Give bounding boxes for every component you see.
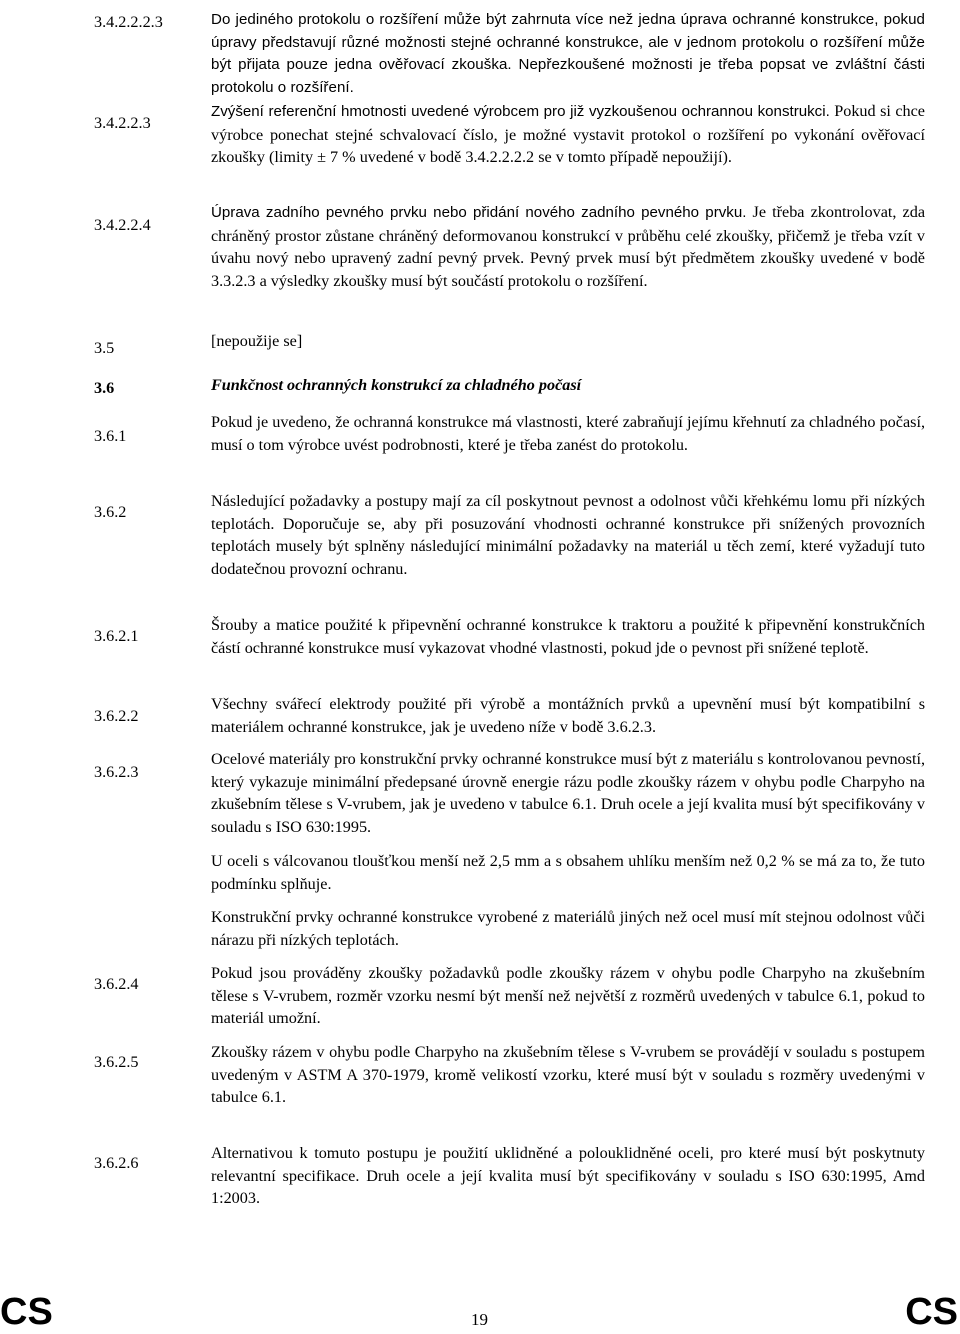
section-number: 3.6.2.3 [94, 763, 139, 781]
page-number: 19 [471, 1310, 488, 1329]
paragraph: Následující požadavky a postupy mají za cíl poskytnout pevnost a odolnost vůči křehkému lomu při nízkých teplotách. Doporučuje se, aby při posuzování vhodnosti ochranné konstrukce při snížených provozních teplotách musely být splněny následující minimální požadavky na materiál u těch zemí, které vyžadují tuto dodatečnou provozní ochranu. [211, 492, 925, 578]
section-number: 3.4.2.2.3 [94, 114, 151, 132]
section-heading: Funkčnost ochranných konstrukcí za chladného počasí [211, 376, 582, 394]
paragraph [211, 100, 925, 169]
paragraph: Všechny svářecí elektrody použité při výrobě a montážních prvků a upevnění musí být kompatibilní s materiálem ochranné konstrukce, jak je uvedeno níže v bodě 3.6.2.3. [211, 695, 925, 736]
section-number: 3.6.2.4 [94, 975, 139, 993]
section-number: 3.6.2.6 [94, 1154, 139, 1172]
section-number: 3.5 [94, 339, 115, 357]
paragraph: Ocelové materiály pro konstrukční prvky ochranné konstrukce musí být z materiálu s kontrolovanou pevností, který vykazuje minimální předepsané úrovně energie rázu podle zkoušky rázem v ohybu podle Charpyho na zkušebním tělese s V-vrubem, jak je uvedeno v tabulce 6.1. Druh ocele a její kvalita musí být specifikovány v souladu s ISO 630:1995. [211, 750, 925, 836]
paragraph: Do jediného protokolu o rozšíření může být zahrnuta více než jedna úprava ochranné konstrukce, pokud úpravy představují různé možnosti stejné ochranné konstrukce, ale v jednom protokolu o rozšíření může být přijata pouze jedna ověřovací zkouška. Nepřezkoušené možnosti je třeba popsat ve zvláštní části protokolu o rozšíření. [211, 11, 925, 96]
paragraph: U oceli s válcovanou tloušťkou menší než 2,5 mm a s obsahem uhlíku menším než 0,2 % se má za to, že tuto podmínku splňuje. [211, 852, 925, 893]
paragraph [211, 201, 925, 292]
paragraph-lead: Úprava zadního pevného prvku nebo přidání nového zadního pevného prvku. [211, 204, 747, 221]
section-number: 3.6.2 [94, 503, 127, 521]
footer-language-mark-left: CS [0, 1291, 53, 1333]
paragraph: Šrouby a matice použité k připevnění ochranné konstrukce k traktoru a použité k připevnění konstrukčních částí ochranné konstrukce musí vykazovat vhodné vlastnosti, pokud jde o pevnost při snížené teplotě. [211, 616, 925, 657]
section-number: 3.6.2.2 [94, 707, 139, 725]
section-number: 3.4.2.2.4 [94, 216, 151, 234]
section-number: 3.6.1 [94, 427, 127, 445]
paragraph: Zkoušky rázem v ohybu podle Charpyho na zkušebním tělese s V-vrubem se provádějí v souladu s postupem uvedeným v ASTM A 370-1979, kromě velikostí vzorku, které musí být v souladu s rozměry uvedenými v tabulce 6.1. [211, 1043, 925, 1106]
paragraph: Pokud je uvedeno, že ochranná konstrukce má vlastnosti, které zabraňují jejímu křehnutí za chladného počasí, musí o tom výrobce uvést podrobnosti, které je třeba zanést do protokolu. [211, 413, 925, 454]
paragraph: Konstrukční prvky ochranné konstrukce vyrobené z materiálů jiných než ocel musí mít stejnou odolnost vůči nárazu při nízkých teplotách. [211, 908, 925, 949]
paragraph-body: Je třeba zkontrolovat, zda chráněný prostor zůstane chráněný deformovanou konstrukcí v průběhu celé zkoušky, přičemž je třeba vzít v úvahu nový nebo upravený zadní pevný prvek. Pevný prvek musí být předmětem zkoušky uvedené v bodě 3.3.2.3 a výsledky zkoušky musí být součástí protokolu o rozšíření. [211, 203, 925, 290]
paragraph: Alternativou k tomuto postupu je použití uklidněné a polouklidněné oceli, pro které musí být poskytnuty relevantní specifikace. Druh ocele a její kvalita musí být specifikovány v souladu s ISO 630:1995, Amd 1:2003. [211, 1144, 925, 1207]
section-number: 3.4.2.2.2.3 [94, 13, 163, 31]
footer-language-mark-right: CS [905, 1291, 958, 1333]
section-number: 3.6.2.5 [94, 1053, 139, 1071]
section-number: 3.6.2.1 [94, 627, 139, 645]
paragraph: [nepoužije se] [211, 332, 303, 350]
paragraph: Pokud jsou prováděny zkoušky požadavků podle zkoušky rázem v ohybu podle Charpyho na zkušebním tělese s V-vrubem, rozměr vzorku nesmí být menší než největší z rozměrů uvedených v tabulce 6.1, pokud to materiál umožní. [211, 964, 925, 1027]
section-number: 3.6 [94, 379, 115, 397]
paragraph-lead: Zvýšení referenční hmotnosti uvedené výrobcem pro již vyzkoušenou ochrannou konstrukci. [211, 103, 830, 120]
paragraph-body: Pokud si chce výrobce ponechat stejné schvalovací číslo, je možné vystavit protokol o rozšíření po vykonání ověřovací zkoušky (limity ± 7 % uvedené v bodě 3.4.2.2.2.2 se v tomto případě nepoužijí). [211, 102, 925, 166]
